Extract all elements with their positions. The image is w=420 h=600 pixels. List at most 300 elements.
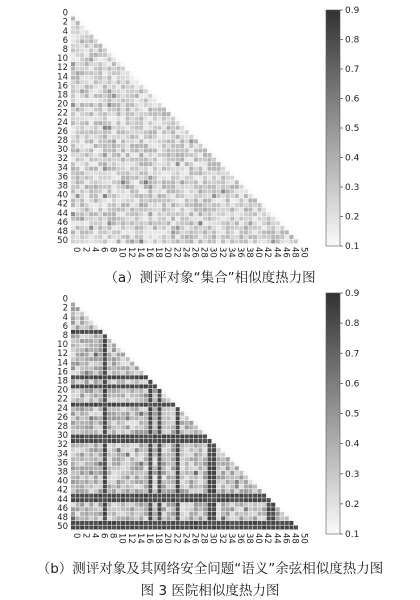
heatmap-a-cell: [139, 108, 143, 112]
heatmap-b-cell: [144, 416, 148, 420]
heatmap-a-cell: [89, 194, 93, 198]
heatmap-b-cell: [162, 485, 166, 489]
heatmap-a-cell: [176, 126, 180, 130]
heatmap-b-cell: [167, 489, 171, 493]
heatmap-b-cell: [144, 430, 148, 434]
heatmap-a-cell: [89, 130, 93, 134]
heatmap-a-cell: [212, 176, 216, 180]
heatmap-b-cell: [139, 498, 143, 502]
heatmap-a-cell: [112, 180, 116, 184]
heatmap-b-cell: [85, 366, 89, 370]
heatmap-b-cell: [94, 512, 98, 516]
heatmap-b-cell: [262, 521, 266, 525]
heatmap-a-cell: [112, 121, 116, 125]
heatmap-a-cell: [71, 148, 75, 152]
heatmap-a-cell: [148, 208, 152, 212]
heatmap-b-cell: [162, 471, 166, 475]
heatmap-a-cell: [171, 130, 175, 134]
heatmap-a-cell: [185, 212, 189, 216]
heatmap-b-cell: [126, 512, 130, 516]
heatmap-a-cell: [148, 235, 152, 239]
heatmap-b-cell: [203, 448, 207, 452]
heatmap-a-cell: [112, 62, 116, 66]
heatmap-b-cell: [285, 516, 289, 520]
heatmap-a-cell: [126, 139, 130, 143]
heatmap-a-cell: [107, 199, 111, 203]
heatmap-a-cell: [130, 71, 134, 75]
heatmap-b-cell: [116, 471, 120, 475]
heatmap-a-cell: [130, 180, 134, 184]
heatmap-b-cell: [85, 471, 89, 475]
heatmap-b-cell: [85, 489, 89, 493]
heatmap-b-cell: [126, 457, 130, 461]
heatmap-b-cell: [167, 403, 171, 407]
heatmap-a-cell: [157, 167, 161, 171]
heatmap-a-cell: [130, 112, 134, 116]
heatmap-b-cell: [212, 480, 216, 484]
heatmap-a-cell: [230, 185, 234, 189]
heatmap-a-cell: [139, 94, 143, 98]
heatmap-b-cell: [162, 407, 166, 411]
heatmap-a-cell: [116, 98, 120, 102]
heatmap-a-cell: [171, 167, 175, 171]
heatmap-b-xtick: 2: [80, 533, 91, 539]
heatmap-a-cell: [157, 153, 161, 157]
heatmap-b-cell: [176, 503, 180, 507]
colorbar-b-tick: 0.9: [345, 289, 360, 299]
heatmap-a-cell: [112, 85, 116, 89]
heatmap-b-cell: [139, 384, 143, 388]
heatmap-b-cell: [198, 471, 202, 475]
heatmap-a-cell: [239, 239, 243, 243]
heatmap-a-cell: [76, 139, 80, 143]
heatmap-a-cell: [189, 153, 193, 157]
heatmap-a-cell: [185, 199, 189, 203]
heatmap-a-cell: [98, 239, 102, 243]
heatmap-a-cell: [244, 226, 248, 230]
heatmap-a-cell: [144, 126, 148, 130]
heatmap-a-cell: [271, 230, 275, 234]
heatmap-b-cell: [98, 457, 102, 461]
heatmap-a-cell: [253, 221, 257, 225]
heatmap-a-cell: [94, 62, 98, 66]
heatmap-b-cell: [185, 430, 189, 434]
heatmap-a-cell: [176, 130, 180, 134]
heatmap-b-cell: [98, 480, 102, 484]
heatmap-a-cell: [148, 180, 152, 184]
heatmap-b-cell: [98, 394, 102, 398]
heatmap-a-cell: [212, 226, 216, 230]
colorbar-a-tick: 0.5: [345, 124, 360, 134]
heatmap-a-cell: [144, 158, 148, 162]
heatmap-a-cell: [71, 235, 75, 239]
heatmap-a-cell: [112, 103, 116, 107]
heatmap-b-cell: [189, 503, 193, 507]
heatmap-b-cell: [139, 485, 143, 489]
heatmap-b-cell: [116, 353, 120, 357]
heatmap-a-cell: [80, 48, 84, 52]
heatmap-b-cell: [185, 412, 189, 416]
heatmap-b-cell: [121, 525, 125, 529]
heatmap-b-cell: [112, 403, 116, 407]
heatmap-a-cell: [203, 239, 207, 243]
heatmap-b-cell: [98, 434, 102, 438]
heatmap-a-cell: [85, 30, 89, 34]
heatmap-a-cell: [294, 239, 298, 243]
heatmap-b-cell: [153, 512, 157, 516]
heatmap-b-cell: [135, 375, 139, 379]
heatmap-a-cell: [98, 189, 102, 193]
heatmap-a-cell: [71, 98, 75, 102]
heatmap-b-cell: [89, 430, 93, 434]
heatmap-a-cell: [71, 112, 75, 116]
heatmap-b-cell: [226, 503, 230, 507]
heatmap-a-cell: [121, 176, 125, 180]
heatmap-a-cell: [121, 208, 125, 212]
heatmap-a-cell: [76, 71, 80, 75]
heatmap-b-cell: [239, 512, 243, 516]
heatmap-b-cell: [116, 343, 120, 347]
heatmap-b-cell: [285, 512, 289, 516]
heatmap-a-cell: [98, 44, 102, 48]
heatmap-b-cell: [253, 516, 257, 520]
heatmap-b-cell: [212, 457, 216, 461]
heatmap-b-cell: [262, 498, 266, 502]
heatmap-a-cell: [148, 121, 152, 125]
heatmap-a-cell: [130, 239, 134, 243]
heatmap-b-cell: [98, 398, 102, 402]
heatmap-b-cell: [80, 512, 84, 516]
heatmap-b-cell: [121, 489, 125, 493]
heatmap-b-cell: [103, 357, 107, 361]
heatmap-a-cell: [167, 194, 171, 198]
heatmap-b-cell: [71, 316, 75, 320]
heatmap-a-cell: [171, 199, 175, 203]
heatmap-b-cell: [112, 475, 116, 479]
heatmap-b-cell: [162, 466, 166, 470]
heatmap-b-cell: [107, 394, 111, 398]
heatmap-b-cell: [280, 516, 284, 520]
heatmap-b-cell: [94, 439, 98, 443]
heatmap-a-cell: [153, 153, 157, 157]
heatmap-b-cell: [157, 485, 161, 489]
heatmap-b-cell: [103, 412, 107, 416]
heatmap-a-cell: [207, 212, 211, 216]
heatmap-a-cell: [107, 148, 111, 152]
heatmap-a-cell: [130, 221, 134, 225]
heatmap-b-cell: [167, 439, 171, 443]
heatmap-a-cell: [176, 180, 180, 184]
heatmap-a-cell: [76, 194, 80, 198]
heatmap-a-cell: [153, 144, 157, 148]
heatmap-b-cell: [103, 453, 107, 457]
heatmap-b-cell: [185, 466, 189, 470]
heatmap-b-cell: [135, 362, 139, 366]
heatmap-a-cell: [185, 221, 189, 225]
heatmap-a-cell: [94, 203, 98, 207]
heatmap-b-cell: [76, 343, 80, 347]
heatmap-a-cell: [116, 189, 120, 193]
heatmap-a-cell: [207, 176, 211, 180]
heatmap-b-cell: [207, 507, 211, 511]
heatmap-b-cell: [103, 485, 107, 489]
heatmap-b-cell: [98, 475, 102, 479]
heatmap-b-cell: [194, 507, 198, 511]
heatmap-b-xtick: 40: [253, 533, 264, 544]
heatmap-a-cell: [139, 203, 143, 207]
heatmap-b-cell: [144, 394, 148, 398]
heatmap-a-cell: [217, 230, 221, 234]
heatmap-b-cell: [212, 521, 216, 525]
heatmap-b-cell: [157, 498, 161, 502]
heatmap-a-cell: [171, 194, 175, 198]
heatmap-b-cell: [148, 475, 152, 479]
heatmap-a-cell: [157, 221, 161, 225]
heatmap-b-cell: [116, 525, 120, 529]
heatmap-b-cell: [89, 375, 93, 379]
heatmap-b-cell: [98, 503, 102, 507]
heatmap-b-cell: [212, 475, 216, 479]
heatmap-a-cell: [248, 199, 252, 203]
heatmap-b-cell: [103, 380, 107, 384]
heatmap-a-cell: [112, 199, 116, 203]
heatmap-b-ytick: 36: [57, 458, 68, 469]
heatmap-b-cell: [198, 525, 202, 529]
heatmap-a-cell: [80, 176, 84, 180]
heatmap-b-cell: [217, 503, 221, 507]
heatmap-b-cell: [198, 439, 202, 443]
heatmap-a-cell: [112, 226, 116, 230]
heatmap-b-cell: [139, 503, 143, 507]
heatmap-b-cell: [80, 375, 84, 379]
heatmap-a-cell: [80, 185, 84, 189]
heatmap-a-cell: [89, 148, 93, 152]
heatmap-b-cell: [80, 503, 84, 507]
heatmap-a-cell: [112, 71, 116, 75]
heatmap-b-cell: [262, 494, 266, 498]
heatmap-b-cell: [107, 362, 111, 366]
heatmap-a-cell: [89, 76, 93, 80]
heatmap-b-cell: [135, 525, 139, 529]
heatmap-b-cell: [194, 475, 198, 479]
heatmap-a-cell: [103, 212, 107, 216]
heatmap-a-cell: [189, 203, 193, 207]
heatmap-b-cell: [144, 516, 148, 520]
heatmap-b-cell: [148, 384, 152, 388]
heatmap-a-cell: [180, 121, 184, 125]
heatmap-a-cell: [176, 144, 180, 148]
heatmap-a-cell: [180, 135, 184, 139]
heatmap-b-cell: [103, 462, 107, 466]
heatmap-b-cell: [112, 407, 116, 411]
heatmap-b-cell: [176, 512, 180, 516]
heatmap-a-cell: [198, 180, 202, 184]
heatmap-b-cell: [248, 485, 252, 489]
heatmap-b-cell: [71, 371, 75, 375]
heatmap-b-cell: [271, 503, 275, 507]
heatmap-b-cell: [80, 366, 84, 370]
heatmap-a-cell: [176, 185, 180, 189]
heatmap-b-cell: [153, 389, 157, 393]
heatmap-b-cell: [94, 507, 98, 511]
heatmap-a-cell: [98, 57, 102, 61]
heatmap-b-cell: [258, 498, 262, 502]
heatmap-b-cell: [207, 512, 211, 516]
heatmap-b-cell: [126, 434, 130, 438]
heatmap-b-cell: [98, 489, 102, 493]
heatmap-b-cell: [203, 498, 207, 502]
heatmap-a-cell: [85, 162, 89, 166]
heatmap-b-cell: [98, 389, 102, 393]
heatmap-a-cell: [76, 67, 80, 71]
heatmap-a-cell: [185, 162, 189, 166]
heatmap-b-cell: [226, 480, 230, 484]
heatmap-a-cell: [76, 180, 80, 184]
heatmap-b-cell: [135, 430, 139, 434]
heatmap-b-cell: [130, 394, 134, 398]
heatmap-a-cell: [185, 158, 189, 162]
heatmap-a-cell: [135, 208, 139, 212]
heatmap-a-cell: [76, 130, 80, 134]
heatmap-a-cell: [162, 208, 166, 212]
heatmap-a-cell: [171, 217, 175, 221]
heatmap-a-cell: [126, 117, 130, 121]
heatmap-b-cell: [226, 466, 230, 470]
heatmap-a-cell: [162, 103, 166, 107]
heatmap-a-cell: [116, 194, 120, 198]
heatmap-b-cell: [126, 444, 130, 448]
heatmap-b-cell: [203, 494, 207, 498]
heatmap-b-cell: [153, 430, 157, 434]
heatmap-b-cell: [94, 416, 98, 420]
heatmap-b-cell: [112, 353, 116, 357]
heatmap-a-cell: [80, 217, 84, 221]
heatmap-a-ytick: 40: [57, 190, 68, 201]
heatmap-a-cell: [71, 117, 75, 121]
heatmap-b-cell: [103, 362, 107, 366]
heatmap-a-xtick: 20: [162, 247, 173, 258]
heatmap-b-cell: [126, 366, 130, 370]
heatmap-b-cell: [89, 362, 93, 366]
heatmap-b-cell: [76, 353, 80, 357]
heatmap-b-cell: [267, 516, 271, 520]
heatmap-a-cell: [89, 126, 93, 130]
heatmap-a-cell: [185, 239, 189, 243]
heatmap-b-cell: [126, 503, 130, 507]
heatmap-b-cell: [207, 494, 211, 498]
heatmap-a-cell: [157, 98, 161, 102]
heatmap-b-cell: [203, 480, 207, 484]
heatmap-b-cell: [153, 462, 157, 466]
heatmap-b-cell: [167, 398, 171, 402]
heatmap-a-cell: [212, 167, 216, 171]
heatmap-b-cell: [230, 521, 234, 525]
heatmap-b-cell: [112, 471, 116, 475]
heatmap-a-cell: [80, 71, 84, 75]
heatmap-a-cell: [112, 67, 116, 71]
heatmap-a-cell: [239, 226, 243, 230]
heatmap-b-cell: [180, 516, 184, 520]
heatmap-b-cell: [112, 448, 116, 452]
heatmap-b-cell: [89, 343, 93, 347]
heatmap-a-cell: [162, 117, 166, 121]
heatmap-b-cell: [167, 457, 171, 461]
heatmap-a-xtick: 32: [216, 247, 227, 258]
heatmap-a-cell: [98, 162, 102, 166]
heatmap-b-cell: [198, 453, 202, 457]
heatmap-a-cell: [103, 189, 107, 193]
heatmap-b-cell: [189, 480, 193, 484]
heatmap-a-cell: [153, 135, 157, 139]
heatmap-a-cell: [116, 176, 120, 180]
heatmap-a-cell: [189, 217, 193, 221]
heatmap-a-cell: [207, 221, 211, 225]
heatmap-b-cell: [217, 444, 221, 448]
heatmap-a-cell: [98, 108, 102, 112]
heatmap-b-xtick: 14: [134, 533, 145, 544]
heatmap-a-cell: [267, 230, 271, 234]
heatmap-a-cell: [126, 217, 130, 221]
heatmap-b-cell: [198, 444, 202, 448]
heatmap-a-cell: [135, 76, 139, 80]
heatmap-a-cell: [176, 148, 180, 152]
heatmap-a-cell: [98, 112, 102, 116]
heatmap-b-cell: [126, 416, 130, 420]
heatmap-a-cell: [189, 135, 193, 139]
heatmap-b-cell: [98, 444, 102, 448]
heatmap-b-cell: [162, 403, 166, 407]
heatmap-b-cell: [103, 371, 107, 375]
heatmap-b-cell: [126, 471, 130, 475]
heatmap-a-cell: [157, 171, 161, 175]
heatmap-a-cell: [71, 158, 75, 162]
heatmap-a-cell: [94, 112, 98, 116]
heatmap-b-cell: [235, 507, 239, 511]
heatmap-b-cell: [171, 439, 175, 443]
heatmap-b-cell: [135, 453, 139, 457]
heatmap-a-cell: [148, 112, 152, 116]
heatmap-b-cell: [126, 498, 130, 502]
heatmap-b-cell: [94, 321, 98, 325]
heatmap-b-cell: [157, 444, 161, 448]
heatmap-b-cell: [139, 416, 143, 420]
heatmap-a-cell: [76, 108, 80, 112]
heatmap-b-cell: [176, 430, 180, 434]
heatmap-a-cell: [194, 199, 198, 203]
heatmap-a-cell: [94, 162, 98, 166]
heatmap-a-cell: [85, 208, 89, 212]
heatmap-b-cell: [116, 498, 120, 502]
heatmap-a-cell: [157, 203, 161, 207]
heatmap-a-cell: [89, 112, 93, 116]
heatmap-b-cell: [121, 462, 125, 466]
heatmap-b-cell: [157, 384, 161, 388]
heatmap-b-cell: [144, 375, 148, 379]
heatmap-a-cell: [89, 239, 93, 243]
heatmap-b-cell: [107, 384, 111, 388]
heatmap-a-cell: [107, 62, 111, 66]
heatmap-b-cell: [94, 362, 98, 366]
heatmap-b-cell: [116, 412, 120, 416]
heatmap-a-cell: [207, 158, 211, 162]
heatmap-a-cell: [144, 135, 148, 139]
heatmap-a-cell: [217, 212, 221, 216]
heatmap-b-cell: [157, 503, 161, 507]
heatmap-a-cell: [176, 203, 180, 207]
heatmap-a-cell: [244, 239, 248, 243]
heatmap-b-cell: [89, 403, 93, 407]
heatmap-b-cell: [212, 512, 216, 516]
